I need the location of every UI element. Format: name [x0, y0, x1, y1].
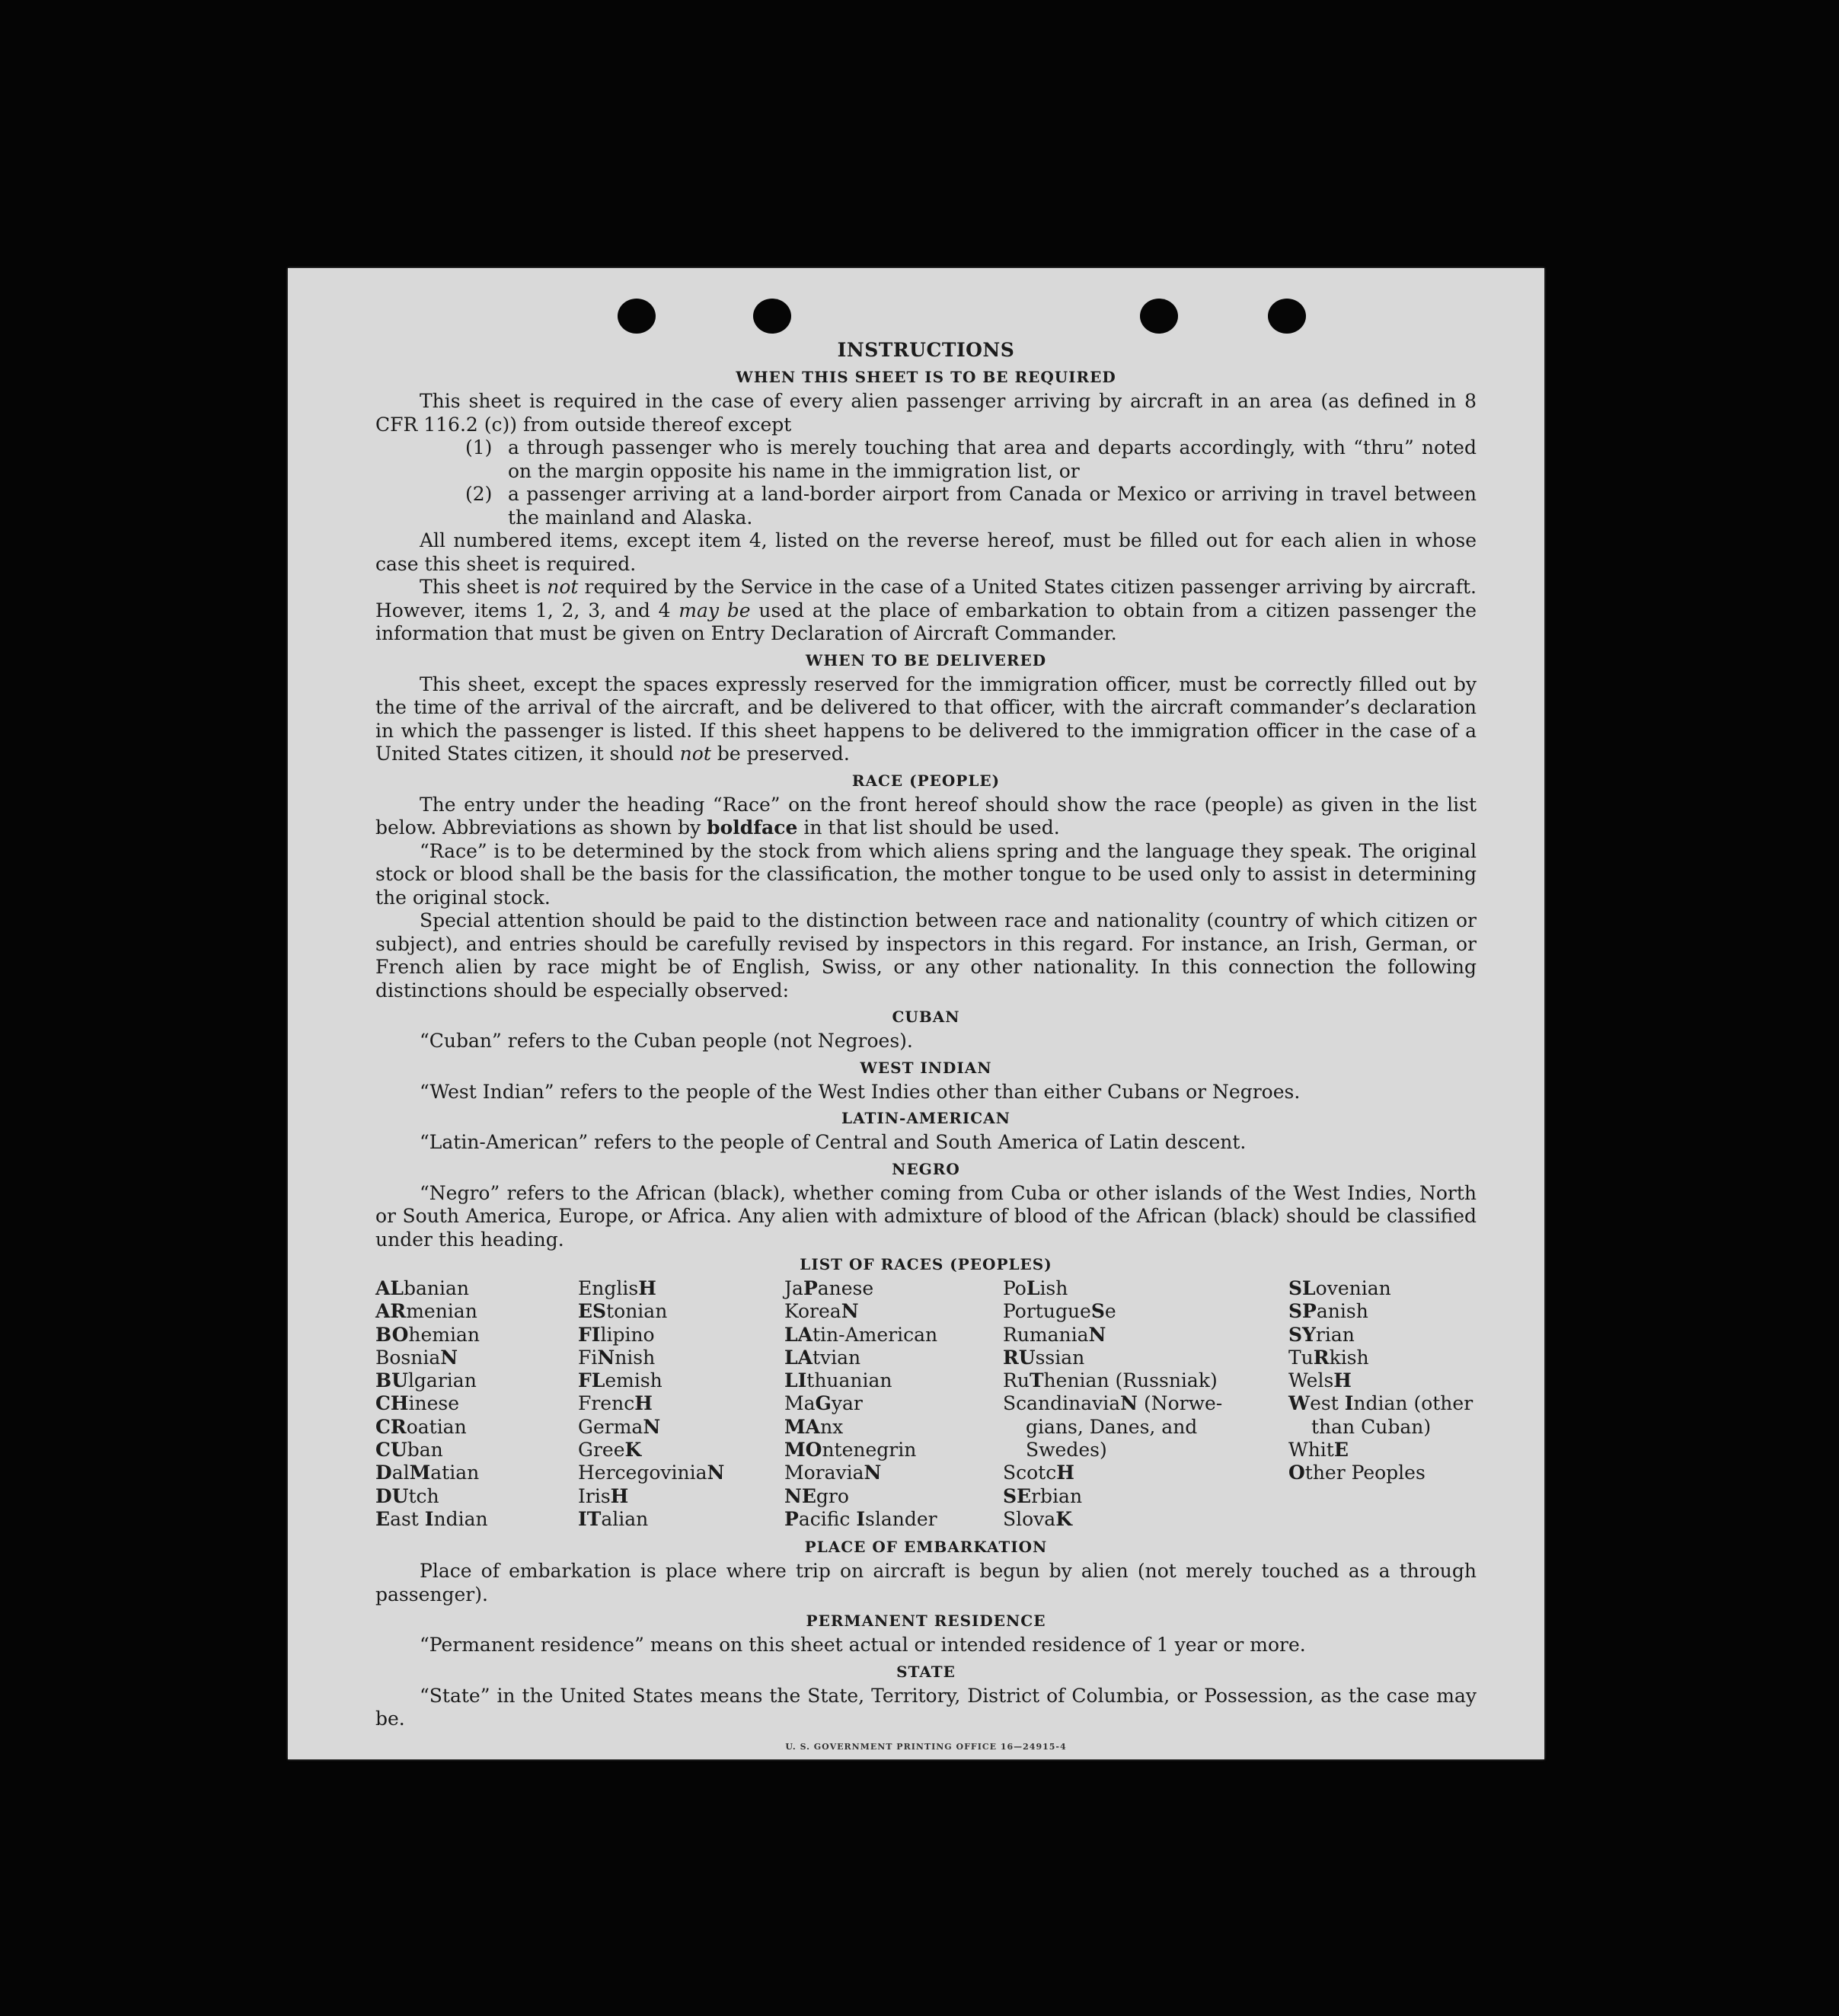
- race-abbrev: N: [1088, 1323, 1106, 1346]
- section-heading: CUBAN: [892, 1008, 960, 1026]
- race-text: ther Peoples: [1304, 1462, 1426, 1484]
- race-text: al: [391, 1462, 410, 1484]
- race-entry: [784, 1416, 1003, 1439]
- section-heading: LIST OF RACES (PEOPLES): [800, 1255, 1052, 1273]
- race-entry: [784, 1485, 1003, 1508]
- paragraph: “Permanent residence” means on this sheet actual or intended residence of 1 year or more.: [420, 1634, 1306, 1657]
- text-bold: boldface: [707, 816, 798, 839]
- punch-hole-3: [1140, 299, 1178, 334]
- race-abbrev: SP: [1288, 1300, 1317, 1323]
- race-abbrev: LA: [784, 1346, 813, 1369]
- printer-imprint: U. S. GOVERNMENT PRINTING OFFICE 16—24915-4: [785, 1741, 1067, 1752]
- section-heading: NEGRO: [892, 1159, 960, 1178]
- paragraph: “Cuban” refers to the Cuban people (not Negroes).: [420, 1030, 913, 1052]
- race-abbrev: E: [1333, 1439, 1349, 1462]
- race-entry: [375, 1277, 578, 1300]
- document-title: INSTRUCTIONS: [837, 339, 1015, 361]
- race-entry: [1003, 1277, 1288, 1300]
- race-abbrev: FI: [578, 1323, 601, 1346]
- race-text: rbian: [1031, 1484, 1083, 1507]
- text-run: be preserved.: [710, 743, 850, 765]
- paragraph: This sheet is required in the case of every alien passenger arriving by aircraft in an area (as defined in 8 CFR 116.2 (c)) from outside thereof except: [375, 390, 1477, 436]
- instructions-text: [375, 338, 1477, 1759]
- race-entry: [375, 1300, 578, 1323]
- race-text: anish: [1316, 1300, 1368, 1323]
- race-abbrev: H: [1056, 1462, 1074, 1484]
- race-entry: [1288, 1416, 1477, 1439]
- race-text: acific: [798, 1507, 857, 1530]
- race-abbrev: N: [440, 1346, 458, 1369]
- punch-hole-1: [618, 299, 656, 334]
- race-abbrev: I: [424, 1507, 434, 1530]
- list-item: [375, 436, 1477, 483]
- paragraph: “Latin-American” refers to the people of Central and South America of Latin descent.: [420, 1131, 1247, 1153]
- race-entry: [578, 1462, 784, 1484]
- race-entry: [784, 1439, 1003, 1462]
- race-abbrev: SL: [1288, 1277, 1316, 1299]
- document-sheet: [288, 268, 1544, 1759]
- race-entry: [578, 1439, 784, 1462]
- race-text: gians, Danes, and: [1026, 1415, 1198, 1438]
- race-text: e: [1104, 1300, 1116, 1323]
- race-text: Scandinavia: [1003, 1392, 1121, 1415]
- section-heading: PLACE OF EMBARKATION: [804, 1538, 1048, 1557]
- race-entry: [1288, 1369, 1477, 1392]
- race-abbrev: SE: [1003, 1484, 1032, 1507]
- item-text: a passenger arriving at a land-border airport from Canada or Mexico or arriving in travel between the mainland and Alaska.: [508, 483, 1477, 529]
- race-text: rian: [1315, 1323, 1355, 1346]
- paragraph: “Negro” refers to the African (black), whether coming from Cuba or other islands of the West Indies, North or South America, Europe, or Africa. Any alien with admixture of blood of the African (black) should be classified under this heading.: [375, 1181, 1477, 1251]
- race-abbrev: D: [375, 1462, 392, 1484]
- race-entry: [784, 1324, 1003, 1347]
- race-entry: [1288, 1347, 1477, 1369]
- race-abbrev: CR: [375, 1415, 407, 1438]
- paragraph: All numbered items, except item 4, listed on the reverse hereof, must be filled out for each alien in whose case this sheet is required.: [375, 529, 1477, 575]
- race-abbrev: H: [610, 1484, 629, 1507]
- race-text: Portugue: [1003, 1300, 1091, 1323]
- race-abbrev: NE: [784, 1484, 816, 1507]
- race-entry: [1288, 1439, 1477, 1462]
- races-column: [578, 1277, 784, 1531]
- race-text: atian: [430, 1462, 480, 1484]
- race-entry: [375, 1347, 578, 1369]
- race-entry: [375, 1392, 578, 1415]
- race-text: ssian: [1035, 1346, 1085, 1369]
- races-column: [784, 1277, 1003, 1531]
- text-run: This sheet, except the spaces expressly reserved for the immigration officer, must be correctly filled out by the time of the arrival of the aircraft, and be delivered to that officer, with the aircraft commander’s declaration in which the passenger is listed. If this sheet happens to be delivered to the immigration officer in the case of a United States citizen, it should: [375, 673, 1477, 765]
- race-text: Rumania: [1003, 1323, 1089, 1346]
- race-abbrev: M: [409, 1462, 431, 1484]
- text-emphasis: not: [547, 576, 579, 598]
- race-abbrev: N: [841, 1300, 859, 1323]
- race-entry: [1003, 1300, 1288, 1323]
- race-abbrev: W: [1288, 1392, 1311, 1415]
- race-entry: [578, 1324, 784, 1347]
- section-heading: RACE (PEOPLE): [851, 771, 1001, 790]
- list-item: [375, 483, 1477, 529]
- race-entry: [784, 1277, 1003, 1300]
- race-abbrev: H: [1333, 1369, 1352, 1392]
- text-run: in that list should be used.: [797, 816, 1060, 839]
- text-emphasis: not: [679, 743, 711, 765]
- text-run: used at the place of embarkation to obtain from a citizen passenger the information that must be given on Entry Declaration of Aircraft Commander.: [375, 599, 1477, 644]
- race-text: anese: [817, 1277, 874, 1299]
- race-abbrev: H: [638, 1277, 656, 1299]
- race-abbrev: P: [784, 1507, 799, 1530]
- race-abbrev: H: [634, 1392, 653, 1415]
- race-entry: [1288, 1462, 1477, 1484]
- race-text: oatian: [406, 1415, 467, 1438]
- race-text: tin-American: [812, 1323, 938, 1346]
- race-text: Ja: [784, 1277, 803, 1299]
- section-heading: LATIN-AMERICAN: [841, 1109, 1010, 1127]
- race-abbrev: MO: [784, 1439, 822, 1462]
- race-text: Germa: [578, 1415, 643, 1438]
- race-text: nx: [820, 1415, 844, 1438]
- race-entry: [1003, 1416, 1288, 1439]
- race-text: ovenian: [1315, 1277, 1391, 1299]
- race-abbrev: IT: [578, 1507, 602, 1530]
- race-entry: [784, 1300, 1003, 1323]
- punch-hole-2: [753, 299, 791, 334]
- race-entry: [1288, 1392, 1477, 1415]
- paragraph: [375, 794, 1477, 840]
- paragraph: “State” in the United States means the State, Territory, District of Columbia, or Possession, as the case may be.: [375, 1684, 1477, 1730]
- race-entry: [578, 1508, 784, 1531]
- race-abbrev: CU: [375, 1439, 407, 1462]
- race-text: nish: [615, 1346, 656, 1369]
- race-entry: [784, 1508, 1003, 1531]
- race-abbrev: R: [1313, 1346, 1330, 1369]
- race-text: Korea: [784, 1300, 841, 1323]
- section-heading: WHEN TO BE DELIVERED: [805, 650, 1047, 669]
- race-entry: [1003, 1392, 1288, 1415]
- race-entry: [1003, 1462, 1288, 1484]
- races-column: [1288, 1277, 1477, 1531]
- race-entry: [578, 1416, 784, 1439]
- race-abbrev: BU: [375, 1369, 408, 1392]
- race-abbrev: N: [707, 1462, 725, 1484]
- race-entry: [375, 1462, 578, 1484]
- race-text: Whit: [1288, 1439, 1334, 1462]
- race-entry: [1288, 1324, 1477, 1347]
- race-entry: [1003, 1508, 1288, 1531]
- race-text: Po: [1003, 1277, 1026, 1299]
- race-entry: [375, 1324, 578, 1347]
- race-abbrev: P: [803, 1277, 818, 1299]
- race-text: slander: [865, 1507, 937, 1530]
- race-entry: [578, 1485, 784, 1508]
- paragraph: [375, 673, 1477, 766]
- race-text: banian: [403, 1277, 469, 1299]
- text-run: required by the Service in the case of a United States citizen passenger arriving by aircraft. However, items 1, 2, 3, and 4: [375, 576, 1477, 621]
- race-abbrev: LA: [784, 1323, 813, 1346]
- race-entry: [1003, 1369, 1288, 1392]
- race-text: Slova: [1003, 1507, 1056, 1530]
- paragraph: Place of embarkation is place where trip on aircraft is begun by alien (not merely touched as a through passenger).: [375, 1560, 1477, 1605]
- race-entry: [1288, 1300, 1477, 1323]
- race-text: tch: [408, 1484, 439, 1507]
- races-column: [1003, 1277, 1288, 1531]
- section-heading: WEST INDIAN: [860, 1058, 992, 1077]
- race-text: thuanian: [806, 1369, 892, 1392]
- race-text: Tu: [1288, 1346, 1314, 1369]
- race-text: ban: [407, 1439, 443, 1462]
- race-abbrev: N: [643, 1415, 661, 1438]
- item-number: (2): [465, 483, 493, 505]
- text-run: This sheet is: [420, 576, 548, 598]
- race-text: Ma: [784, 1392, 816, 1415]
- race-entry: [1003, 1324, 1288, 1347]
- race-text: Iris: [578, 1484, 611, 1507]
- race-text: Bosnia: [375, 1346, 441, 1369]
- race-entry: [1003, 1347, 1288, 1369]
- race-text: Englis: [578, 1277, 639, 1299]
- race-text: (Norwe-: [1138, 1392, 1223, 1415]
- race-abbrev: I: [856, 1507, 866, 1530]
- race-text: lgarian: [407, 1369, 477, 1392]
- race-entry: [578, 1300, 784, 1323]
- race-text: inese: [408, 1392, 460, 1415]
- punch-hole-4: [1268, 299, 1306, 334]
- race-text: Frenc: [578, 1392, 635, 1415]
- race-text: Fi: [578, 1346, 598, 1369]
- race-abbrev: N: [864, 1462, 882, 1484]
- section-heading: PERMANENT RESIDENCE: [806, 1612, 1046, 1631]
- race-abbrev: L: [1026, 1277, 1040, 1299]
- race-abbrev: K: [624, 1439, 642, 1462]
- race-text: Scotc: [1003, 1462, 1057, 1484]
- race-entry: [1288, 1277, 1477, 1300]
- race-entry: [578, 1392, 784, 1415]
- paragraph: “Race” is to be determined by the stock from which aliens spring and the language they speak. The original stock or blood shall be the basis for the classification, the mother tongue to be used only to assist in determining the original stock.: [375, 839, 1477, 909]
- race-text: tonian: [606, 1300, 668, 1323]
- race-text: Moravia: [784, 1462, 864, 1484]
- races-list: [375, 1277, 1477, 1531]
- item-text: a through passenger who is merely touching that area and departs accordingly, with “thru” noted on the margin opposite his name in the immigration list, or: [508, 436, 1477, 482]
- race-abbrev: FL: [578, 1369, 605, 1392]
- race-text: alian: [601, 1507, 649, 1530]
- race-text: lipino: [600, 1323, 655, 1346]
- race-entry: [784, 1347, 1003, 1369]
- race-entry: [1003, 1485, 1288, 1508]
- item-number: (1): [465, 436, 493, 458]
- race-entry: [375, 1416, 578, 1439]
- race-entry: [1003, 1439, 1288, 1462]
- race-text: than Cuban): [1311, 1415, 1432, 1438]
- section-heading: STATE: [896, 1662, 956, 1681]
- race-abbrev: S: [1090, 1300, 1105, 1323]
- race-text: ndian: [433, 1507, 488, 1530]
- race-abbrev: N: [1120, 1392, 1138, 1415]
- race-entry: [578, 1369, 784, 1392]
- races-column: [375, 1277, 578, 1531]
- race-abbrev: E: [375, 1507, 391, 1530]
- paragraph: [375, 576, 1477, 646]
- race-text: Gree: [578, 1439, 625, 1462]
- race-abbrev: MA: [784, 1415, 821, 1438]
- race-entry: [784, 1392, 1003, 1415]
- race-text: kish: [1329, 1346, 1369, 1369]
- race-abbrev: DU: [375, 1484, 409, 1507]
- race-entry: [375, 1369, 578, 1392]
- race-abbrev: K: [1055, 1507, 1072, 1530]
- text-run: The entry under the heading “Race” on the front hereof should show the race (people) as given in the list below. Abbreviations as shown by: [375, 793, 1477, 839]
- race-text: Hercegovinia: [578, 1462, 707, 1484]
- race-text: gro: [816, 1484, 849, 1507]
- race-abbrev: O: [1288, 1462, 1305, 1484]
- race-text: menian: [406, 1300, 477, 1323]
- paragraph: “West Indian” refers to the people of the West Indies other than either Cubans or Negroes.: [420, 1080, 1301, 1103]
- race-entry: [578, 1277, 784, 1300]
- race-text: est: [1310, 1392, 1345, 1415]
- race-abbrev: SY: [1288, 1323, 1316, 1346]
- race-abbrev: G: [815, 1392, 832, 1415]
- race-abbrev: ES: [578, 1300, 607, 1323]
- race-text: ish: [1039, 1277, 1068, 1299]
- race-entry: [784, 1369, 1003, 1392]
- race-abbrev: RU: [1003, 1346, 1036, 1369]
- race-text: henian (Russniak): [1043, 1369, 1218, 1392]
- text-emphasis: may be: [678, 599, 751, 621]
- race-abbrev: N: [597, 1346, 615, 1369]
- race-entry: [784, 1462, 1003, 1484]
- race-abbrev: CH: [375, 1392, 409, 1415]
- race-text: emish: [605, 1369, 662, 1392]
- race-abbrev: T: [1029, 1369, 1044, 1392]
- race-abbrev: AL: [375, 1277, 404, 1299]
- race-text: Swedes): [1026, 1439, 1107, 1462]
- race-entry: [375, 1508, 578, 1531]
- race-text: Wels: [1288, 1369, 1334, 1392]
- race-text: yar: [831, 1392, 863, 1415]
- race-entry: [375, 1439, 578, 1462]
- race-abbrev: I: [1344, 1392, 1354, 1415]
- race-text: ndian (other: [1353, 1392, 1473, 1415]
- race-entry: [375, 1485, 578, 1508]
- race-entry: [578, 1347, 784, 1369]
- paragraph: Special attention should be paid to the distinction between race and nationality (country of which citizen or subject), and entries should be carefully revised by inspectors in this regard. For instance, an Irish, German, or French alien by race might be of English, Swiss, or any other nationality. In this connection the following distinctions should be especially observed:: [375, 909, 1477, 1002]
- race-abbrev: AR: [375, 1300, 407, 1323]
- race-text: hemian: [408, 1323, 480, 1346]
- section-heading: WHEN THIS SHEET IS TO BE REQUIRED: [736, 368, 1116, 386]
- race-text: Ru: [1003, 1369, 1030, 1392]
- race-abbrev: LI: [784, 1369, 807, 1392]
- race-abbrev: BO: [375, 1323, 409, 1346]
- race-text: ast: [390, 1507, 425, 1530]
- race-text: tvian: [812, 1346, 861, 1369]
- race-text: ntenegrin: [822, 1439, 917, 1462]
